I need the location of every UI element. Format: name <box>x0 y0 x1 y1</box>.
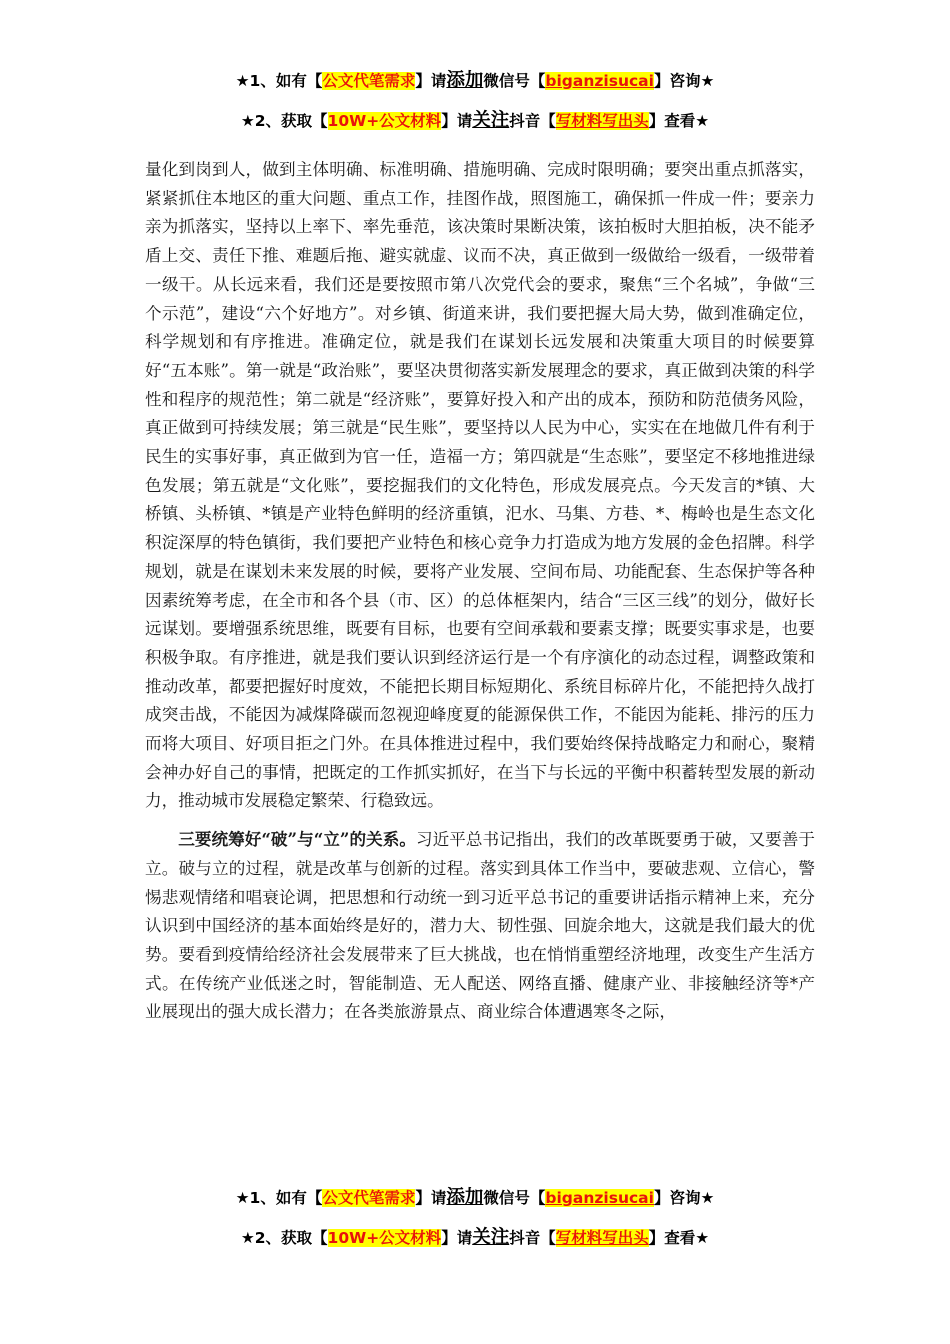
footer-ad-line-2 <box>0 1227 950 1249</box>
header-ad-2-emph: 关注 <box>472 110 510 131</box>
footer-ad-2-highlight: 10W+公文材料 <box>327 1229 442 1247</box>
footer-ad-1-middle: 】请 <box>415 1189 447 1207</box>
body-paragraph-2 <box>145 825 815 1027</box>
header-douyin-id[interactable]: 写材料写出头 <box>555 112 649 130</box>
header-ad-1-suffix: 】咨询★ <box>653 72 715 90</box>
header-wechat-id[interactable]: biganzisucai <box>545 72 654 90</box>
header-ad-1-highlight: 公文代笔需求 <box>322 72 416 90</box>
footer-ad-2-prefix: ★2、获取【 <box>240 1229 328 1247</box>
header-ad-1-prefix: ★1、如有【 <box>235 72 323 90</box>
header-ad-1-emph: 添加 <box>446 70 484 91</box>
header-ad-2-middle: 】请 <box>441 112 473 130</box>
footer-ad-1-emph: 添加 <box>446 1187 484 1208</box>
footer-ad-1-middle2: 微信号【 <box>483 1189 546 1207</box>
header-ad-1-middle2: 微信号【 <box>483 72 546 90</box>
paragraph-2-heading: 三要统筹好“破”与“立”的关系。 <box>178 829 417 850</box>
header-ad-2-suffix: 】查看★ <box>648 112 710 130</box>
footer-ad-2-emph: 关注 <box>472 1227 510 1248</box>
footer-ad-line-1 <box>0 1187 950 1209</box>
header-ad-2-prefix: ★2、获取【 <box>240 112 328 130</box>
header-ad-1-middle: 】请 <box>415 72 447 90</box>
footer-ad-2-suffix: 】查看★ <box>648 1229 710 1247</box>
footer-douyin-id[interactable]: 写材料写出头 <box>555 1229 649 1247</box>
header-ad-line-2 <box>0 110 950 132</box>
header-ad-line-1 <box>0 70 950 92</box>
footer-ad-1-suffix: 】咨询★ <box>653 1189 715 1207</box>
footer-ad-1-prefix: ★1、如有【 <box>235 1189 323 1207</box>
footer-ad-1-highlight: 公文代笔需求 <box>322 1189 416 1207</box>
body-paragraph-1: 量化到岗到人，做到主体明确、标准明确、措施明确、完成时限明确；要突出重点抓落实，紧紧抓住本地区的重大问题、重点工作，挂图作战，照图施工，确保抓一件成一件；要亲力亲为抓落实，坚持以上率下、率先垂范，该决策时果断决策，该拍板时大胆拍板，决不能矛盾上交、责任下推、难题后拖、避实就虚、议而不决，真正做到一级做给一级看，一级带着一级干。从长远来看，我们还是要按照市第八次党代会的要求，聚焦“三个名城”，争做“三个示范”，建设“六个好地方”。对乡镇、街道来讲，我们要把握大局大势，做到准确定位，科学规划和有序推进。准确定位，就是我们在谋划长远发展和决策重大项目的时候要算好“五本账”。第一就是“政治账”，要坚决贯彻落实新发展理念的要求，真正做到决策的科学性和程序的规范性；第二就是“经济账”，要算好投入和产出的成本，预防和防范债务风险，真正做到可持续发展；第三就是“民生账”，要坚持以人民为中心，实实在在地做几件有利于民生的实事好事，真正做到为官一任，造福一方；第四就是“生态账”，要坚定不移地推进绿色发展；第五就是“文化账”，要挖掘我们的文化特色，形成发展亮点。今天发言的*镇、大桥镇、头桥镇、*镇是产业特色鲜明的经济重镇，汜水、马集、方巷、*、梅岭也是生态文化积淀深厚的特色镇街，我们要把产业特色和核心竞争力打造成为地方发展的金色招牌。科学规划，就是在谋划未来发展的时候，要将产业发展、空间布局、功能配套、生态保护等各种因素统筹考虑，在全市和各个县（市、区）的总体框架内，结合“三区三线”的划分，做好长远谋划。要增强系统思维，既要有目标，也要有空间承载和要素支撑；既要实事求是，也要积极争取。有序推进，就是我们要认识到经济运行是一个有序演化的动态过程，调整政策和推动改革，都要把握好时度效，不能把长期目标短期化、系统目标碎片化，不能把持久战打成突击战，不能因为减煤降碳而忽视迎峰度夏的能源保供工作，不能因为能耗、排污的压力而将大项目、好项目拒之门外。在具体推进过程中，我们要始终保持战略定力和耐心，聚精会神办好自己的事情，把既定的工作抓实抓好，在当下与长远的平衡中积蓄转型发展的新动力，推动城市发展稳定繁荣、行稳致远。 <box>145 160 815 811</box>
paragraph-2-text: 习近平总书记指出，我们的改革既要勇于破，又要善于立。破与立的过程，就是改革与创新的过程。落实到具体工作当中，要破悲观、立信心，警惕悲观情绪和唱衰论调，把思想和行动统一到习近平总书记的重要讲话指示精神上来，充分认识到中国经济的基本面始终是好的，潜力大、韧性强、回旋余地大，这就是我们最大的优势。要看到疫情给经济社会发展带来了巨大挑战，也在悄悄重塑经济地理，改变生产生活方式。在传统产业低迷之时，智能制造、无人配送、网络直播、健康产业、非接触经济等*产业展现出的强大成长潜力；在各类旅游景点、商业综合体遭遇寒冬之际， <box>145 830 816 1022</box>
footer-ad-2-middle: 】请 <box>441 1229 473 1247</box>
footer-ad-2-middle2: 抖音【 <box>509 1229 556 1247</box>
header-ad-2-highlight: 10W+公文材料 <box>327 112 442 130</box>
header-ad-2-middle2: 抖音【 <box>509 112 556 130</box>
document-body <box>145 156 815 1027</box>
footer-wechat-id[interactable]: biganzisucai <box>545 1189 654 1207</box>
